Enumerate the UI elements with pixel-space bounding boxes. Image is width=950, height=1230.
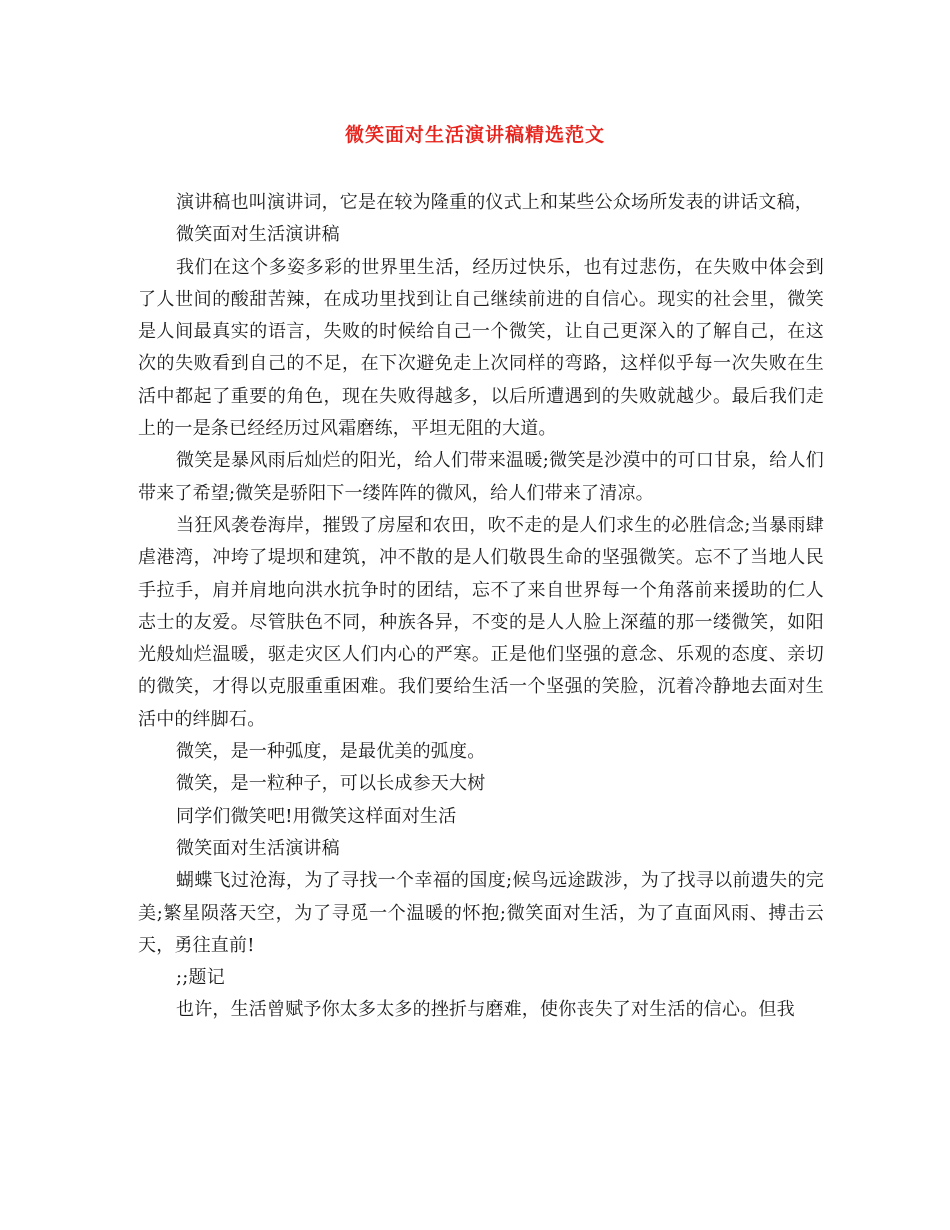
paragraph-heading-1: 微笑面对生活演讲稿 (176, 224, 340, 246)
paragraph-butterfly: 蝴蝶飞过沧海，为了寻找一个幸福的国度;候鸟远途跋涉，为了找寻以前遗失的完美;繁星陨落天空，为了寻觅一个温暖的怀抱;微笑面对生活，为了直面风雨、搏击云天，勇往直前! (138, 870, 824, 956)
paragraph-hardship: 也许，生活曾赋予你太多太多的挫折与磨难，使你丧失了对生活的信心。但我 (176, 999, 795, 1021)
paragraph-life-experience: 我们在这个多姿多彩的世界里生活，经历过快乐，也有过悲伤，在失败中体会到了人世间的酸甜苦辣，在成功里找到让自己继续前进的自信心。现实的社会里，微笑是人间最真实的语言，失败的时候给自己一个微笑，让自己更深入的了解自己，在这次的失败看到自己的不足，在下次避免走上次同样的弯路，这样似乎每一次失败在生活中都起了重要的角色，现在失败得越多，以后所遭遇到的失败就越少。最后我们走上的一是条已经经历过风霜磨练，平坦无阻的大道。 (138, 256, 824, 440)
paragraph-smile-seed: 微笑，是一粒种子，可以长成参天大树 (176, 773, 486, 795)
paragraph-smile-metaphors: 微笑是暴风雨后灿烂的阳光，给人们带来温暖;微笑是沙漠中的可口甘泉，给人们带来了希望;微笑是骄阳下一缕阵阵的微风，给人们带来了清凉。 (138, 450, 824, 504)
document-title: 微笑面对生活演讲稿精选范文 (344, 124, 605, 146)
paragraph-disaster-unity: 当狂风袭卷海岸，摧毁了房屋和农田，吹不走的是人们求生的必胜信念;当暴雨肆虐港湾，冲垮了堤坝和建筑，冲不散的是人们敬畏生命的坚强微笑。忘不了当地人民手拉手，肩并肩地向洪水抗争时的团结，忘不了来自世界每一个角落前来援助的仁人志士的友爱。尽管肤色不同，种族各异，不变的是人人脸上深蕴的那一缕微笑，如阳光般灿烂温暖，驱走灾区人们内心的严寒。正是他们坚强的意念、乐观的态度、亲切的微笑，才得以克服重重困难。我们要给生活一个坚强的笑脸，沉着冷静地去面对生活中的绊脚石。 (138, 514, 824, 730)
paragraph-call-to-smile: 同学们微笑吧!用微笑这样面对生活 (176, 805, 457, 827)
paragraph-epigraph-note: ;;题记 (176, 967, 225, 989)
paragraph-heading-2: 微笑面对生活演讲稿 (176, 837, 340, 859)
paragraph-intro: 演讲稿也叫演讲词，它是在较为隆重的仪式上和某些公众场所发表的讲话文稿， (176, 192, 813, 213)
paragraph-smile-arc: 微笑，是一种弧度，是最优美的弧度。 (176, 741, 486, 763)
document-body (138, 187, 824, 1027)
